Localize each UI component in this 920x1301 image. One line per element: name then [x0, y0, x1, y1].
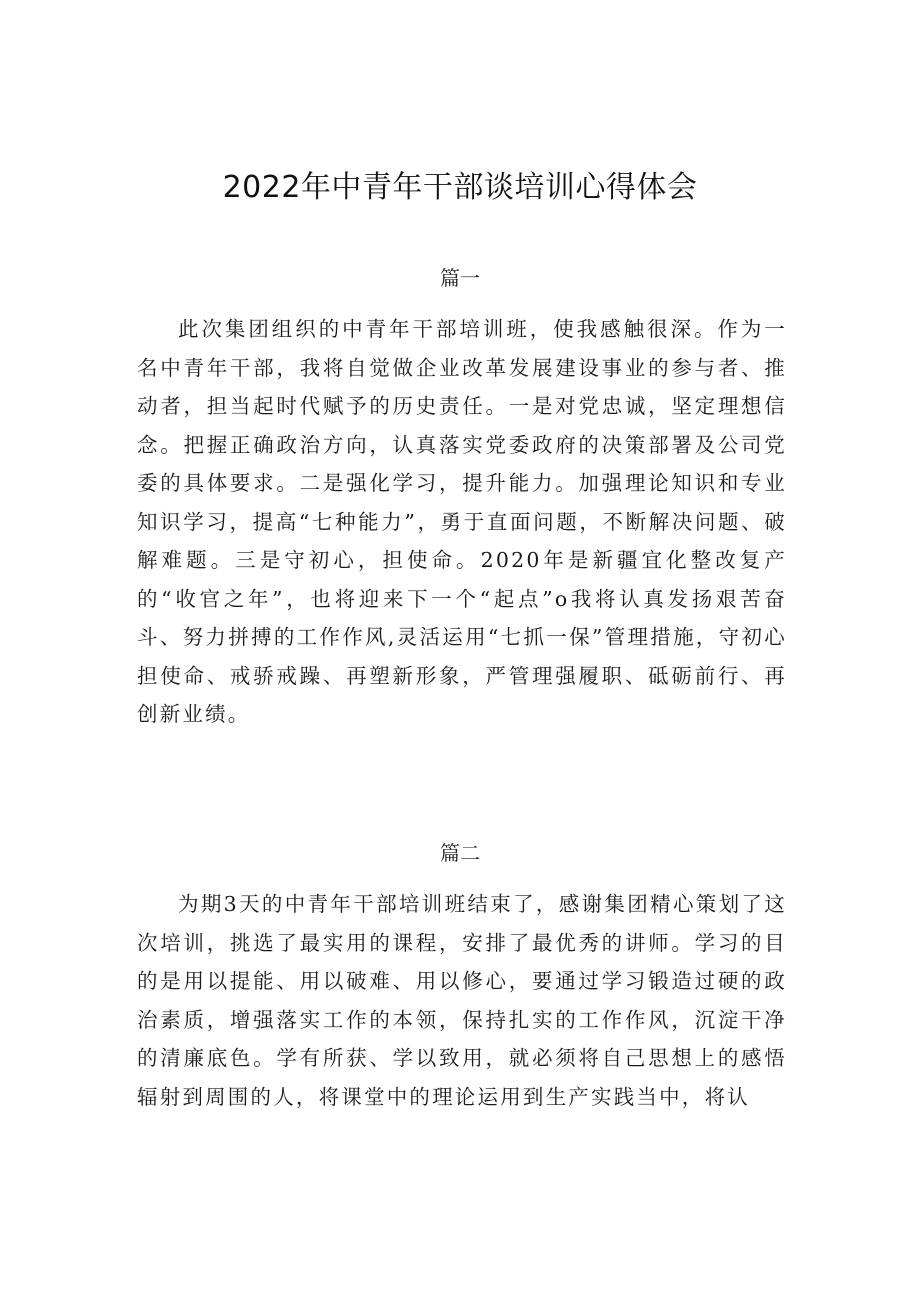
document-title: 2022年中青年干部谈培训心得体会	[222, 170, 698, 205]
section-paragraph-2: 为期3天的中青年干部培训班结束了，感谢集团精心策划了这次培训，挑选了最实用的课程，安排了最优秀的讲师。学习的目的是用以提能、用以破难、用以修心，要通过学习锻造过硬的政治素质，增强落实工作的本领，保持扎实的工作作风，沉淀干净的清廉底色。学有所获、学以致用，就必须将自己思想上的感悟辐射到周围的人，将课堂中的理论运用到生产实践当中，将认	[137, 892, 787, 1109]
section-paragraph-1: 此次集团组织的中青年干部培训班，使我感触很深。作为一名中青年干部，我将自觉做企业改革发展建设事业的参与者、推动者，担当起时代赋予的历史责任。一是对党忠诚，坚定理想信念。把握正确政治方向，认真落实党委政府的决策部署及公司党委的具体要求。二是强化学习，提升能力。加强理论知识和专业知识学习，提高“七种能力”，勇于直面问题，不断解决问题、破解难题。三是守初心，担使命。2020年是新疆宜化整改复产的“收官之年”，也将迎来下一个“起点”o我将认真发扬艰苦奋斗、努力拼搏的工作作风,灵活运用“七抓一保”管理措施，守初心担使命、戒骄戒躁、再塑新形象，严管理强履职、砥砺前行、再创新业绩。	[137, 317, 787, 726]
section-heading-1: 篇一	[440, 266, 480, 290]
section-heading-2: 篇二	[440, 841, 480, 865]
